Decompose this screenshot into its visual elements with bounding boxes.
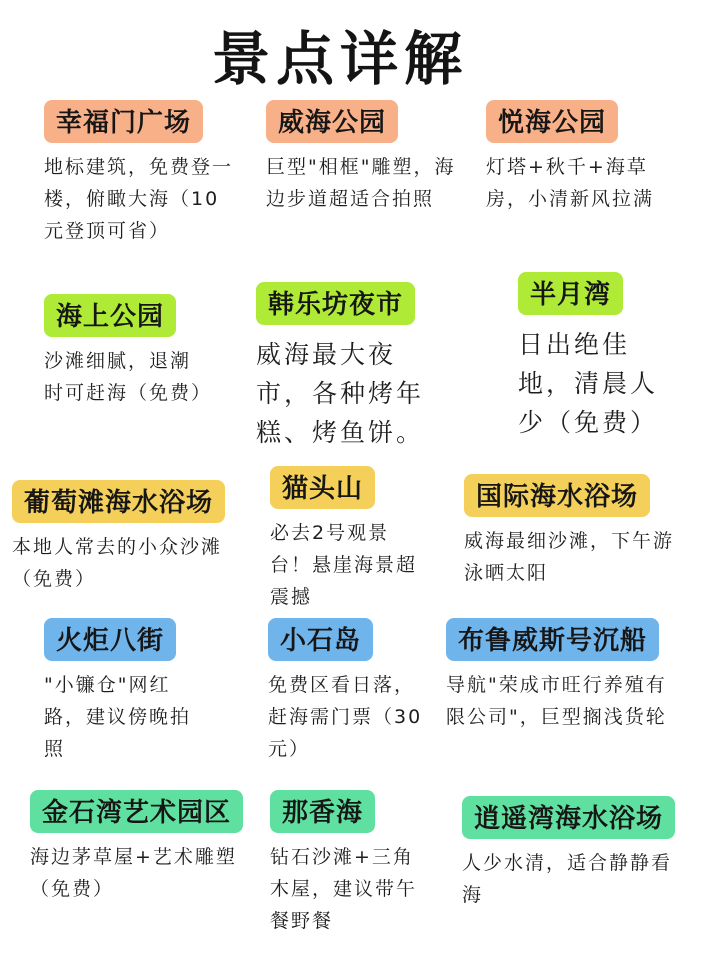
spot-card bbox=[30, 790, 254, 905]
spot-description: 免费区看日落，赶海需门票（30元） bbox=[268, 674, 423, 760]
spot-description: 人少水清，适合静静看海 bbox=[462, 852, 673, 906]
spot-name-tag: 国际海水浴场 bbox=[464, 474, 650, 517]
spot-name-tag: 布鲁威斯号沉船 bbox=[446, 618, 659, 661]
spot-name-tag: 小石岛 bbox=[268, 618, 373, 661]
spot-description: 威海最细沙滩，下午游泳晒太阳 bbox=[464, 530, 675, 584]
spot-card bbox=[270, 790, 420, 937]
spot-description: 日出绝佳地，清晨人少（免费） bbox=[518, 330, 659, 437]
spot-description: 钻石沙滩+三角木屋，建议带午餐野餐 bbox=[270, 846, 418, 932]
spot-card bbox=[12, 480, 246, 595]
spot-description: 本地人常去的小众沙滩（免费） bbox=[12, 536, 223, 590]
spot-name-tag: 幸福门广场 bbox=[44, 100, 203, 143]
spot-description: 必去2号观景台！悬崖海景超震撼 bbox=[270, 522, 418, 608]
spot-description: 海边茅草屋+艺术雕塑（免费） bbox=[30, 846, 237, 900]
spot-card bbox=[486, 100, 676, 215]
spot-name-tag: 逍遥湾海水浴场 bbox=[462, 796, 675, 839]
spot-card bbox=[256, 282, 446, 452]
spot-card bbox=[266, 100, 462, 215]
spot-name-tag: 威海公园 bbox=[266, 100, 398, 143]
spot-card bbox=[518, 272, 668, 442]
spot-description: 沙滩细腻，退潮时可赶海（免费） bbox=[44, 350, 213, 404]
spot-description: 巨型"相框"雕塑，海边步道超适合拍照 bbox=[266, 156, 456, 210]
spot-name-tag: 金石湾艺术园区 bbox=[30, 790, 243, 833]
page-title: 景点详解 bbox=[211, 25, 468, 93]
spot-card bbox=[44, 294, 213, 409]
spot-card bbox=[270, 466, 420, 613]
spot-description: 威海最大夜市，各种烤年糕、烤鱼饼。 bbox=[256, 340, 425, 447]
spot-name-tag: 葡萄滩海水浴场 bbox=[12, 480, 225, 523]
spot-name-tag: 韩乐坊夜市 bbox=[256, 282, 415, 325]
spot-name-tag: 半月湾 bbox=[518, 272, 623, 315]
spot-card bbox=[462, 796, 682, 911]
spot-description: 导航"荣成市旺行养殖有限公司"，巨型搁浅货轮 bbox=[446, 674, 667, 728]
spot-card bbox=[464, 474, 684, 589]
spot-name-tag: 猫头山 bbox=[270, 466, 375, 509]
spot-description: 灯塔+秋千+海草房，小清新风拉满 bbox=[486, 156, 655, 210]
spot-name-tag: 那香海 bbox=[270, 790, 375, 833]
spot-card bbox=[44, 618, 209, 765]
spot-name-tag: 海上公园 bbox=[44, 294, 176, 337]
spot-description: "小镰仓"网红路，建议傍晚拍照 bbox=[44, 674, 192, 760]
spot-description: 地标建筑，免费登一楼，俯瞰大海（10元登顶可省） bbox=[44, 156, 234, 242]
spot-card bbox=[268, 618, 428, 765]
spot-name-tag: 悦海公园 bbox=[486, 100, 618, 143]
spot-card bbox=[446, 618, 682, 733]
spot-name-tag: 火炬八街 bbox=[44, 618, 176, 661]
spot-card bbox=[44, 100, 234, 247]
